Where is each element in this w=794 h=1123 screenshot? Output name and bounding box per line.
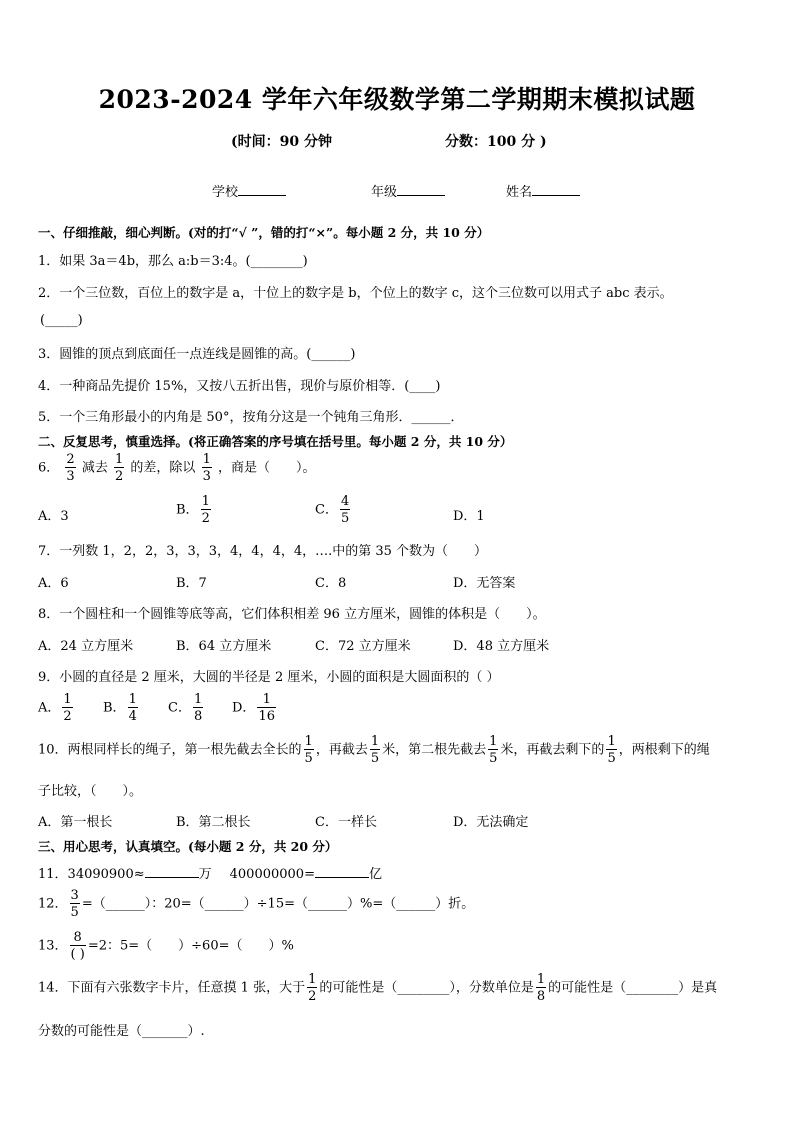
section-3-heading: 三、用心思考，认真填空。(每小题 2 分，共 20 分） — [38, 839, 338, 854]
question-13: 13． $\frac{8}{( )}$ =2：5=（ ）÷60=（ ）% — [38, 930, 294, 962]
q6-text-1: 减去 — [81, 460, 108, 476]
question-9: 9．小圆的直径是 2 厘米，大圆的半径是 2 厘米，小圆的面积是大圆面积的（ ） — [38, 670, 500, 685]
exam-title: 2023-2024 学年六年级数学第二学期期末模拟试题 — [98, 85, 696, 114]
school-field[interactable] — [212, 181, 286, 200]
fraction: $\frac{1}{3}$ — [202, 452, 211, 484]
fraction: $\frac{1}{5}$ — [489, 734, 498, 766]
q9-option-a[interactable]: A． $\frac{1}{2}$ — [38, 692, 72, 724]
q7-option-d[interactable]: D．无答案 — [453, 576, 516, 591]
question-5: 5．一个三角形最小的内角是 50°，按角分这是一个钝角三角形．______． — [38, 410, 464, 425]
q10-option-b[interactable]: B．第二根长 — [176, 815, 251, 830]
fraction: $\frac{1}{8}$ — [193, 692, 203, 724]
question-1: 1．如果 3a＝4b，那么 a:b＝3:4。(________) — [38, 254, 308, 269]
question-4: 4．一种商品先提价 15%，又按八五折出售，现价与原价相等．(____) — [38, 379, 441, 394]
exam-time: (时间：90 分钟 — [231, 134, 332, 150]
fraction: $\frac{1}{2}$ — [308, 972, 317, 1004]
fraction: $\frac{3}{5}$ — [70, 888, 79, 920]
q6-option-c[interactable]: C． $\frac{4}{5}$ — [315, 494, 350, 526]
fraction: $\frac{1}{2}$ — [63, 692, 72, 724]
fraction: $\frac{1}{16}$ — [258, 692, 275, 724]
section-2-heading: 二、反复思考，慎重选择。(将正确答案的序号填在括号里。每小题 2 分，共 10 分） — [38, 434, 513, 449]
q6-number: 6． — [38, 460, 60, 476]
q7-option-a[interactable]: A．6 — [38, 576, 69, 591]
grade-field[interactable] — [371, 181, 445, 200]
question-12: 12． $\frac{3}{5}$ =（______）：20=（______）÷15=（______）%=（______）折。 — [38, 888, 475, 920]
q6-text-2: 的差，除以 — [130, 460, 196, 476]
q10-option-a[interactable]: A．第一根长 — [38, 815, 113, 830]
q6-option-b[interactable]: B． $\frac{1}{2}$ — [176, 494, 210, 526]
question-8: 8．一个圆柱和一个圆锥等底等高，它们体积相差 96 立方厘米，圆锥的体积是（ ）。 — [38, 607, 546, 622]
fraction: $\frac{1}{5}$ — [304, 734, 313, 766]
q10-option-d[interactable]: D．无法确定 — [453, 815, 529, 830]
fraction: $\frac{8}{( )}$ — [70, 930, 85, 962]
q9-option-b[interactable]: B． $\frac{1}{4}$ — [103, 692, 137, 724]
exam-score: 分数：100 分 ) — [445, 134, 547, 150]
q11-blank-2[interactable] — [315, 877, 369, 878]
grade-label: 年级 — [371, 185, 398, 200]
question-3: 3．圆锥的顶点到底面任一点连线是圆锥的高。(______) — [38, 347, 356, 362]
fraction: $\frac{1}{8}$ — [536, 972, 546, 1004]
fraction: $\frac{1}{2}$ — [201, 494, 210, 526]
name-field[interactable] — [506, 181, 580, 200]
fraction: $\frac{1}{5}$ — [607, 734, 616, 766]
fraction: $\frac{1}{5}$ — [370, 734, 380, 766]
q10-option-c[interactable]: C．一样长 — [315, 815, 377, 830]
question-10: 10．两根同样长的绳子，第一根先截去全长的 $\frac{1}{5}$ ，再截去 $\frac{1}{5}$ 米，第二根先截去 $\frac{1}{5}$ 米，再截去剩下的 $\frac{1}{5}$ ，两根剩下的绳 — [38, 734, 710, 766]
q8-option-b[interactable]: B．64 立方厘米 — [176, 639, 272, 654]
question-14: 14．下面有六张数字卡片，任意摸 1 张，大于 $\frac{1}{2}$ 的可能性是（________），分数单位是 $\frac{1}{8}$ 的可能性是（________）是真 — [38, 972, 718, 1004]
question-14-line-2: 分数的可能性是（_______）. — [38, 1024, 205, 1039]
q6-option-d[interactable]: D．1 — [453, 509, 485, 524]
fraction: $\frac{1}{4}$ — [128, 692, 137, 724]
q7-option-b[interactable]: B．7 — [176, 576, 207, 591]
q8-option-c[interactable]: C．72 立方厘米 — [315, 639, 411, 654]
section-1-heading: 一、仔细推敲，细心判断。(对的打“√ ”，错的打“×”。每小题 2 分，共 10 分） — [38, 225, 490, 240]
q6-option-a[interactable]: A．3 — [38, 509, 69, 524]
question-2-answer: (_____) — [40, 313, 83, 328]
school-label: 学校 — [212, 185, 239, 200]
q9-option-d[interactable]: D． $\frac{1}{16}$ — [232, 692, 275, 724]
question-7: 7．一列数 1，2，2，3，3，3，4，4，4，4，….中的第 35 个数为（ ） — [38, 544, 488, 559]
q8-option-d[interactable]: D．48 立方厘米 — [453, 639, 550, 654]
q8-option-a[interactable]: A．24 立方厘米 — [38, 639, 134, 654]
q9-option-c[interactable]: C． $\frac{1}{8}$ — [168, 692, 203, 724]
fraction: $\frac{1}{2}$ — [115, 452, 124, 484]
fraction: $\frac{4}{5}$ — [340, 494, 350, 526]
q11-blank-1[interactable] — [145, 877, 199, 878]
q7-option-c[interactable]: C．8 — [315, 576, 347, 591]
fraction: $\frac{2}{3}$ — [66, 452, 75, 484]
question-10-line-2: 子比较，（ ）。 — [38, 784, 143, 799]
question-6 — [38, 453, 316, 483]
question-2: 2．一个三位数，百位上的数字是 a，十位上的数字是 b，个位上的数字 c，这个三位数可以用式子 abc 表示。 — [38, 286, 673, 301]
q6-text-3: ，商是（ ）。 — [218, 460, 316, 476]
question-11: 11．34090900≈ 万 400000000= 亿 — [38, 867, 382, 882]
name-label: 姓名 — [506, 185, 533, 200]
